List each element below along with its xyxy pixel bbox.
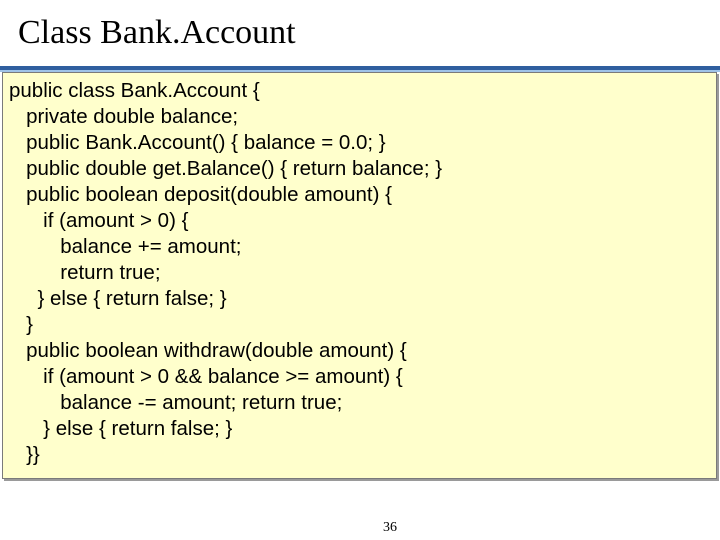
code-line: if (amount > 0 && balance >= amount) { <box>9 365 403 388</box>
code-line: return true; <box>9 261 161 284</box>
slide-title: Class Bank.Account <box>18 14 296 51</box>
code-line: if (amount > 0) { <box>9 209 189 232</box>
code-line: balance -= amount; return true; <box>9 391 343 414</box>
code-line: public double get.Balance() { return balance; } <box>9 157 443 180</box>
code-line: } else { return false; } <box>9 417 233 440</box>
code-line: public boolean withdraw(double amount) { <box>9 339 407 362</box>
code-line: public boolean deposit(double amount) { <box>9 183 392 206</box>
code-line: }} <box>9 443 40 466</box>
code-line: } else { return false; } <box>9 287 227 310</box>
code-line: private double balance; <box>9 105 239 128</box>
code-block <box>2 72 717 479</box>
code-line: } <box>9 313 33 336</box>
code-line: public class Bank.Account { <box>9 79 260 102</box>
page-number: 36 <box>383 520 397 535</box>
code-line: public Bank.Account() { balance = 0.0; } <box>9 131 386 154</box>
code-line: balance += amount; <box>9 235 242 258</box>
